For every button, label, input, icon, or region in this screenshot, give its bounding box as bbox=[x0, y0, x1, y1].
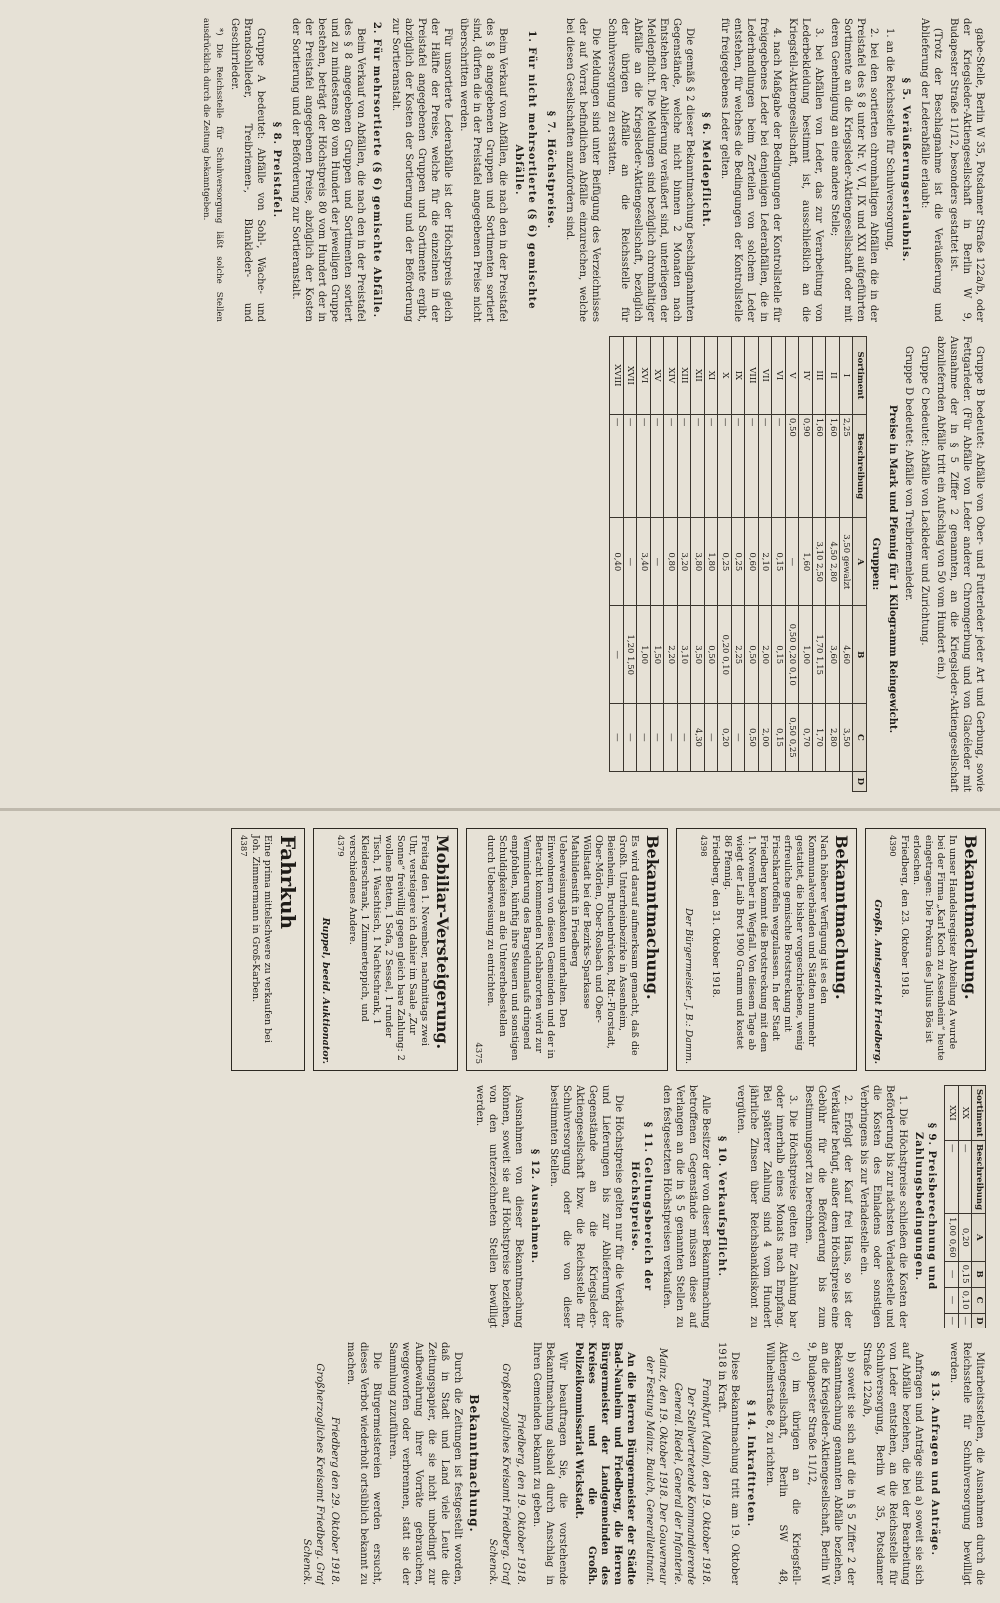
auction-number: 4379 bbox=[335, 835, 345, 857]
table-cell: 0,15 bbox=[772, 704, 786, 771]
announcement-body: In unser Handelsregister Abteilung A wurde bei der Firma „Karl Koch zu Assenheim“ heute eingetragen: Die Prokura des Julius Bös ist erloschen. bbox=[911, 835, 958, 1061]
table-cell: — bbox=[705, 704, 719, 771]
table-cell: — bbox=[637, 704, 651, 771]
table-row bbox=[691, 337, 705, 792]
body-paragraph: Beim Verkauf von Abfällen, die nach den in der Preistafel des § 8 angegebenen Gruppen und Sortimenten sortiert und zu mindestens 80 vom Hundert der jeweiligen Gruppe bestehen, beträgt der Höchstpreis 80 vom Hundert der in der Preistafel angegebenen Preise, abzüglich der Kosten der Sortierung und der Beförderung zur Sortieranstalt. bbox=[290, 18, 366, 322]
table-cell: — bbox=[786, 518, 800, 606]
table-cell: 4,50 2,80 bbox=[826, 518, 840, 606]
column-header: C bbox=[972, 1287, 986, 1313]
table-row bbox=[678, 337, 692, 792]
lower-rotated-content bbox=[0, 810, 1000, 1603]
list-item: 3. bei Abfällen von Leder, das zur Verarbeitung von Lederbekleidung bestimmt ist, ausschließlich an die Kriegsfell-Aktiengesellschaft, bbox=[787, 18, 824, 322]
announcement-number: 4390 bbox=[887, 835, 897, 857]
section-heading: § 12. Ausnahmen. bbox=[529, 1149, 541, 1264]
table-cell: XV bbox=[651, 337, 665, 415]
table-cell: I bbox=[840, 337, 854, 415]
table-cell: II bbox=[826, 337, 840, 415]
section-heading: § 11. Geltungsbereich der Höchstpreise. bbox=[629, 1121, 654, 1292]
table-cell: XVIII bbox=[610, 337, 624, 415]
table-cell: 0,50 bbox=[786, 414, 800, 518]
lower-page-section bbox=[0, 810, 1000, 1603]
announcement-number: 4375 bbox=[473, 1042, 483, 1064]
signature: Großherzogliches Kreisamt Friedberg. Graf Schenck. bbox=[301, 1363, 325, 1585]
table-cell: — bbox=[945, 1287, 959, 1313]
table-cell: — bbox=[945, 1140, 959, 1213]
table-cell: 2,25 bbox=[840, 414, 854, 518]
table-cell: 1,60 bbox=[813, 414, 827, 518]
table-row bbox=[959, 1086, 973, 1329]
auction-title: Mobiliar-Versteigerung. bbox=[433, 835, 452, 1050]
table-row bbox=[759, 337, 773, 792]
table-cell: 2,80 bbox=[826, 704, 840, 771]
table-cell: XIV bbox=[664, 337, 678, 415]
notice-heading: An die Herren Bürgermeister der Städte Bad-Nauheim und Friedberg, die Herren Bürgermeister der Landgemeinden des Kreises und die Großh. Polizeikommissariat Wickstadt. bbox=[573, 1342, 636, 1585]
table-cell: 3,10 bbox=[678, 606, 692, 704]
announcement-box bbox=[466, 828, 668, 1071]
table-row bbox=[732, 337, 746, 792]
column-header: Sortiment bbox=[972, 1086, 986, 1141]
body-paragraph: Beim Verkauf von Abfällen, die nach den in der Preistafel des § 8 angegebenen Gruppen und Sortimenten sortiert sind, dürfen die in der Preistafel angegebenen Preise nicht überschritten werden. bbox=[458, 18, 508, 322]
groups-heading: Gruppen: bbox=[870, 537, 881, 591]
price-table-column bbox=[14, 336, 986, 792]
table-cell: XII bbox=[691, 337, 705, 415]
table-row bbox=[637, 337, 651, 792]
price-unit-note: Preise in Mark und Pfennig für 1 Kilogramm Reingewicht. bbox=[887, 404, 898, 734]
table-cell: — bbox=[624, 518, 638, 606]
intro-paragraph: (Trotz der Beschlagnahme ist die Veräußerung und Ablieferung der Lederabfälle erlaubt: bbox=[919, 18, 943, 322]
table-cell: XIII bbox=[678, 337, 692, 415]
table-cell: — bbox=[678, 414, 692, 518]
table-cell: 3,10 2,50 bbox=[813, 518, 827, 606]
table-cell: — bbox=[959, 1313, 973, 1328]
section-heading: § 6. Meldepflicht. bbox=[700, 112, 711, 228]
footnote: *) Die Reichsstelle für Schuhversorgung läßt solche Stellen ausdrücklich durch die Zeitung bekanntgeben. bbox=[201, 18, 224, 322]
table-cell: XVI bbox=[637, 337, 651, 415]
body-paragraph: Die Höchstpreise gelten nur für die Verkäufe und Lieferungen bis zur Ablieferung der Gegenstände an die Kriegsleder-Aktiengesellschaft bzw. die Reichsstelle für Schuhversorgung oder die von dieser bestimmten Stellen. bbox=[548, 1085, 625, 1328]
list-item: 1. an die Reichsstelle für Schuhversorgung, bbox=[884, 28, 895, 251]
table-cell: III bbox=[813, 337, 827, 415]
announcement-title: Bekanntmachung. bbox=[961, 835, 980, 1000]
announcement-box bbox=[865, 828, 986, 1071]
place-date: Frankfurt (Main), den 19. Oktober 1918. bbox=[700, 1378, 711, 1585]
body-paragraph: Ausnahmen von dieser Bekanntmachung können, soweit sie auf Höchstpreise beziehen, von den unterzeichneten Stellen bewilligt werden. bbox=[474, 1085, 525, 1328]
table-cell: 0,15 bbox=[959, 1261, 973, 1287]
group-definition: Gruppe C bedeutet: Abfälle von Lackleder und Zurichtung. bbox=[919, 346, 930, 646]
body-paragraph: Die gemäß § 2 dieser Bekanntmachung beschlagnahmten Gegenstände, welche nicht binnen 2 Monaten nach Entstehen der Ablieferung veräußert sind, unterliegen der Meldepflicht. Die Meldungen sind bezüglich chromhaltiger Abfälle an die Kriegsleder-Aktiengesellschaft, bezüglich der übrigen Abfälle an die Reichsstelle für Schuhversorgung zu erstatten. bbox=[606, 18, 695, 322]
regulation-column bbox=[14, 18, 986, 322]
body-paragraph: Durch die Zeitungen ist festgestellt worden, daß in Stadt und Land viele Leute die Zeitungspapier, die sie nicht unbedingt zur Aufbewahrung ihrer Vorräte gebrauchen, weggeworfen oder verbrennen, statt sie der Sammlung zuzuführen. bbox=[387, 1342, 463, 1585]
table-cell: — bbox=[651, 518, 665, 606]
table-cell: 3,50 gewalzt bbox=[840, 518, 854, 606]
table-cell: 1,80 bbox=[705, 518, 719, 606]
price-table-continuation bbox=[945, 1085, 987, 1328]
regulation-column-continued bbox=[14, 1085, 986, 1328]
subsection-heading: 1. Für nicht mehrsortierte (§ 6) gemischte Abfälle. bbox=[513, 30, 537, 310]
table-cell: 3,60 bbox=[826, 606, 840, 704]
notices-column bbox=[14, 1342, 986, 1585]
table-cell: — bbox=[624, 704, 638, 771]
table-row bbox=[840, 337, 854, 792]
list-item: 4. nach Maßgabe der Bedingungen der Kontrollstelle für freigegebenes Leder bei denjenigen Lederabfällen, die in Lederhandlungen beim Zerteilen von solchem Leder entstehen, für welches die Bedingungen der Kontrollstelle für freigegebenes Leder gelten. bbox=[719, 18, 782, 322]
announcement-box bbox=[676, 828, 857, 1071]
table-cell: — bbox=[772, 414, 786, 518]
signature: Mainz, den 19. Oktober 1918. Der Gouverneur der Festung Mainz. Baulch, Generalleutnant. bbox=[644, 1347, 668, 1585]
table-cell: 1,00 bbox=[637, 606, 651, 704]
list-item: 2. bei den sortierten chromhaltigen Abfällen die in der Preistafel des § 8 unter Nr. V, VI, IX und XXI aufgeführten Sortimente an die Kriegsleder-Aktiengesellschaft oder mit deren Genehmigung an eine andere Stelle; bbox=[829, 18, 879, 322]
table-cell: IV bbox=[799, 337, 813, 415]
section-heading: § 9. Preisberechnung und Zahlungsbedingungen. bbox=[913, 1122, 938, 1291]
table-header-row bbox=[972, 1086, 986, 1329]
column-header: Beschreibung bbox=[853, 414, 867, 518]
section-heading: § 13. Anfragen und Anträge. bbox=[929, 1370, 940, 1557]
table-cell: — bbox=[732, 414, 746, 518]
subsection-heading: 2. Für mehrsortierte (§ 6) gemischte Abfälle. bbox=[371, 21, 382, 319]
table-cell: 4,30 bbox=[691, 704, 705, 771]
section-heading: § 8. Preistafel. bbox=[271, 121, 282, 219]
group-definition: Gruppe B bedeutet: Abfälle von Ober- und Futterleder jeder Art und Gerbung, sowie Fettgarleder. (Für Abfälle von Leder anderer Chromgerbung und von Glacéleder mit Ausnahme der in § 5 Ziffer 2 genannten, an die Kriegsleder-Aktiengesellschaft abzuliefernden Abfälle tritt ein Aufschlag von 50 vom Hundert ein.) bbox=[935, 336, 985, 792]
table-cell: — bbox=[610, 414, 624, 518]
table-row bbox=[786, 337, 800, 792]
table-cell: 3,80 bbox=[691, 518, 705, 606]
body-paragraph: b) soweit sie sich auf die in § 5 Ziffer 2 der Bekanntmachung genannten Abfälle beziehen, an die Kriegsleder-Aktiengesellschaft, Berlin W 9, Budapester Straße 11/12, bbox=[806, 1342, 856, 1585]
table-cell: 1,60 bbox=[826, 414, 840, 518]
body-paragraph: Die Bürgermeistereien werden ersucht, dieses Verbot wiederholt ortsüblich bekannt zu machen. bbox=[345, 1342, 382, 1585]
section-heading: § 10. Verkaufspflicht. bbox=[716, 1135, 728, 1278]
body-paragraph: c) im übrigen an die Kriegsfell-Aktiengesellschaft, Berlin SW 48, Wilhelmstraße 8, zu richten. bbox=[764, 1342, 801, 1585]
table-cell: 0,40 bbox=[610, 518, 624, 606]
table-row bbox=[664, 337, 678, 792]
table-cell: — bbox=[705, 414, 719, 518]
column-header: B bbox=[972, 1261, 986, 1287]
table-row bbox=[705, 337, 719, 792]
sale-ad-title: Fahrkuh bbox=[276, 835, 300, 930]
announcement-number: 4398 bbox=[698, 835, 708, 857]
auction-body: Freitag den 1. November, nachmittags zwei Uhr, versteigere ich dahier im Saale „Zur Sonne“ freiwillig gegen gleich bare Zahlung: 2 wollene Betten, 1 Sofa, 2 Sessel, 1 runder Tisch, 1 Waschtisch, 1 Nachtschrank, 1 Kleiderschrank, 1 Zimmerteppich, und verschiedenes Andere. bbox=[347, 835, 430, 1061]
table-cell: — bbox=[718, 414, 732, 518]
table-cell: 0,60 bbox=[745, 518, 759, 606]
announcement-title: Bekanntmachung. bbox=[467, 1394, 481, 1533]
table-cell: 2,00 bbox=[759, 606, 773, 704]
table-cell: 0,90 bbox=[799, 414, 813, 518]
table-cell: 1,70 1,15 bbox=[813, 606, 827, 704]
table-row bbox=[799, 337, 813, 792]
table-cell: 0,20 bbox=[959, 1214, 973, 1262]
announcement-body: Es wird darauf aufmerksam gemacht, daß die Großh. Unterrheinbezirke in Assenheim, Beienheim, Bruchenbrücken, Rdr.-Florstadt, Ober-Mörlen, Ober-Rosbach und Ober-Wöllstadt bei der Bezirks-Sparkasse Mathildenstift in Friedberg Ueberweisungskonten unterhalten. Den Einwohnern von diesen Gemeinden und der in Betracht kommenden Nachbarorten wird zur Verminderung des Bargeldumlaufs dringend empfohlen, künftig ihre Steuern und sonstigen Schuldigkeiten an die Untererhebestellen durch Ueberweisung zu entrichten. bbox=[485, 835, 640, 1061]
table-header-row bbox=[853, 337, 867, 792]
announcement-place-date: Friedberg, den 23. Oktober 1918. bbox=[899, 835, 910, 998]
table-cell: — bbox=[637, 414, 651, 518]
table-cell: 2,25 bbox=[732, 606, 746, 704]
table-cell: 0,15 bbox=[772, 606, 786, 704]
sale-ad-body: Eine prima mittelschwere zu verkaufen bei Joh. Zimmermann in Groß-Karben. bbox=[250, 835, 273, 1043]
table-row bbox=[826, 337, 840, 792]
column-header: B bbox=[853, 606, 867, 704]
table-row bbox=[772, 337, 786, 792]
table-cell: 0,20 0,10 bbox=[718, 606, 732, 704]
table-cell: — bbox=[959, 1140, 973, 1213]
table-row bbox=[945, 1086, 959, 1329]
table-cell: — bbox=[624, 414, 638, 518]
announcement-signature: Großh. Amtsgericht Friedberg. bbox=[872, 899, 883, 1064]
table-cell: XVII bbox=[624, 337, 638, 415]
table-cell: — bbox=[610, 606, 624, 704]
body-paragraph: Wir beauftragen Sie, die vorstehende Bekanntmachung alsbald durch Anschlag in Ihren Gemeinden bekannt zu geben. bbox=[531, 1342, 568, 1585]
body-paragraph: 2. Erfolgt der Kauf frei Haus, so ist der Verkäufer befugt, außer dem Höchstpreise eine Gebühr für die Beförderung bis zum Bestimmungsort zu berechnen. bbox=[803, 1085, 854, 1328]
table-row bbox=[745, 337, 759, 792]
body-paragraph: Die Meldungen sind unter Beifügung des Verzeichnisses der auf Vorrat befindlichen Abfälle einzureichen, welche bei diesen Gesellschaften anzufordern sind. bbox=[564, 18, 601, 322]
table-cell: 0,80 bbox=[664, 518, 678, 606]
table-body bbox=[610, 337, 853, 792]
table-cell: — bbox=[664, 414, 678, 518]
table-cell: — bbox=[691, 414, 705, 518]
table-cell: 0,50 0,20 0,10 bbox=[786, 606, 800, 704]
table-cell: — bbox=[745, 414, 759, 518]
sale-ad-number: 4387 bbox=[238, 835, 248, 857]
table-cell: 2,20 bbox=[664, 606, 678, 704]
table-cell: 0,50 bbox=[745, 606, 759, 704]
table-cell: 0,25 bbox=[732, 518, 746, 606]
auction-ad-box bbox=[313, 828, 458, 1071]
table-cell: — bbox=[945, 1313, 959, 1328]
table-cell: — bbox=[732, 704, 746, 771]
signature: Großherzogliches Kreisamt Friedberg. Graf Schenck. bbox=[487, 1363, 511, 1585]
table-cell: 0,50 bbox=[745, 704, 759, 771]
table-cell: 0,70 bbox=[799, 704, 813, 771]
table-cell: — bbox=[610, 704, 624, 771]
ads-column bbox=[14, 828, 986, 1071]
body-paragraph: 3. Die Höchstpreise gelten für Zahlung bar oder innerhalb eines Monats nach Empfang. Bei späterer Zahlung sind 4 vom Hundert jährliche Zinsen über Reichsbankdiskont zu vergüten. bbox=[735, 1085, 799, 1328]
column-header: C bbox=[853, 704, 867, 771]
auction-signature: Ruppel, beeid. Auktionator. bbox=[320, 917, 331, 1064]
column-header: A bbox=[972, 1214, 986, 1262]
intro-paragraph: gabe-Stelle, Berlin W 35, Potsdamer Straße 122a/b, oder der Kriegsleder-Aktiengesellschaft in Berlin W 9, Budapester Straße 11/12, besonders gestattet ist. bbox=[948, 18, 985, 322]
sale-ad-box bbox=[231, 828, 305, 1071]
section-heading: § 14. Inkrafttreten. bbox=[745, 1399, 756, 1528]
column-header: A bbox=[853, 518, 867, 606]
announcement-body: Nach höherer Verfügung ist es den Kommunalverbänden und Städten nunmehr gestattet, die bisher vorgeschriebene, wenig erfreuliche gemischte Brotstreckung mit Frischkartoffeln wegzulassen. In der Stadt Friedberg kommt die Brotstreckung mit dem 1. November in Wegfall. Von diesem Tage ab wiegt der Laib Brot 1900 Gramm und kostet 86 Pfennig. bbox=[722, 835, 829, 1053]
table-cell: 1,20 1,50 bbox=[624, 606, 638, 704]
table-cell: IX bbox=[732, 337, 746, 415]
table-cell: 3,50 bbox=[840, 704, 854, 771]
column-header: Beschreibung bbox=[972, 1140, 986, 1213]
body-paragraph: Anfragen und Anträge sind a) soweit sie sich auf Abfälle beziehen, die bei der Bearbeitung von Leder entstehen, an die Reichsstelle für Schuhversorgung, Berlin W 35, Potsdamer Straße 122a/b, bbox=[861, 1342, 924, 1585]
table-cell: 1,00 0,60 bbox=[945, 1214, 959, 1262]
table-cell: VIII bbox=[745, 337, 759, 415]
body-paragraph: Diese Bekanntmachung tritt am 19. Oktober 1918 in Kraft. bbox=[716, 1342, 740, 1585]
column-header: D bbox=[972, 1313, 986, 1328]
table-cell: — bbox=[759, 414, 773, 518]
table-cell: 0,10 bbox=[959, 1287, 973, 1313]
body-paragraph: Für unsortierte Lederabfälle ist der Höchstpreis gleich der Hälfte der Preise, welche für die einzelnen in der Preistafel angegebenen Gruppen und Sortimente ergibt, abzüglich der Kosten der Sortierung und der Beförderung zur Sortieranstalt. bbox=[390, 18, 453, 322]
table-cell: 0,50 bbox=[705, 606, 719, 704]
table-cell: 0,50 0,25 bbox=[786, 704, 800, 771]
place-date: Friedberg den 29. Oktober 1918. bbox=[329, 1416, 340, 1585]
body-paragraph: Alle Besitzer der von dieser Bekanntmachung betroffenen Gegenstände müssen diese auf Verlangen an die in § 5 genannten Stellen zu den festgesetzten Höchstpreisen verkaufen. bbox=[661, 1085, 712, 1328]
table-cell: X bbox=[718, 337, 732, 415]
table-cell: 4,60 bbox=[840, 606, 854, 704]
table-cell: 2,00 bbox=[759, 704, 773, 771]
table-cell: 3,50 bbox=[691, 606, 705, 704]
table-cell: — bbox=[945, 1261, 959, 1287]
table-row bbox=[651, 337, 665, 792]
body-paragraph: Gruppe A bedeutet: Abfälle von Sohl-, Wache- und Brandsohlleder, Treibriemen-, Blankleder- und Geschirrleder. bbox=[229, 18, 266, 322]
table-cell: VI bbox=[772, 337, 786, 415]
table-row bbox=[718, 337, 732, 792]
table-cell: XX bbox=[959, 1086, 973, 1141]
table-cell: XI bbox=[705, 337, 719, 415]
table-row bbox=[610, 337, 624, 792]
announcement-title: Bekanntmachung. bbox=[832, 835, 851, 1000]
section-heading: § 5. Veräußerungserlaubnis. bbox=[900, 77, 911, 263]
body-paragraph: Mitarbeitsstellen, die Ausnahmen durch die Reichsstelle für Schuhversorgung bewilligt werden. bbox=[948, 1342, 985, 1585]
group-definition: Gruppe D bedeutet: Abfälle von Treibriemenleder. bbox=[903, 346, 914, 601]
table-cell: V bbox=[786, 337, 800, 415]
announcement-title: Bekanntmachung. bbox=[643, 835, 662, 1000]
table-cell: 3,20 bbox=[678, 518, 692, 606]
table-cell: 3,40 bbox=[637, 518, 651, 606]
table-row bbox=[624, 337, 638, 792]
place-date: Friedberg, den 19. Oktober 1918. bbox=[515, 1413, 526, 1585]
announcement-place-date: Friedberg, den 31. Oktober 1918. bbox=[710, 835, 721, 998]
column-header: D bbox=[853, 771, 867, 791]
table-cell: 1,00 bbox=[799, 606, 813, 704]
table-cell: 2,10 bbox=[759, 518, 773, 606]
table-cell: 0,20 bbox=[718, 704, 732, 771]
table-cell: — bbox=[678, 704, 692, 771]
table-cell: — bbox=[651, 414, 665, 518]
column-header: Sortiment bbox=[853, 337, 867, 415]
section-heading: § 7. Höchstpreise. bbox=[545, 110, 556, 230]
table-cell: XXI bbox=[945, 1086, 959, 1141]
table-cell: — bbox=[664, 704, 678, 771]
table-cell: 0,15 bbox=[772, 518, 786, 606]
signature: Der Stellvertretende Kommandierende General. Riedel, General der Infanterie. bbox=[672, 1382, 696, 1585]
table-cell: 1,60 bbox=[799, 518, 813, 606]
table-cell: 1,50 bbox=[651, 606, 665, 704]
table-cell: — bbox=[651, 704, 665, 771]
table-cell: 1,70 bbox=[813, 704, 827, 771]
announcement-signature: Der Bürgermeister. J. B.: Damm. bbox=[683, 908, 694, 1064]
table-cell: VII bbox=[759, 337, 773, 415]
body-paragraph: 1. Die Höchstpreise schließen die Kosten der Beförderung bis zur nächsten Verladestelle und die Kosten des Einladens oder sonstigen Verbringens bis zur Verladestelle ein. bbox=[858, 1085, 909, 1328]
table-cell: 0,25 bbox=[718, 518, 732, 606]
table-row bbox=[813, 337, 827, 792]
price-table bbox=[610, 336, 868, 792]
